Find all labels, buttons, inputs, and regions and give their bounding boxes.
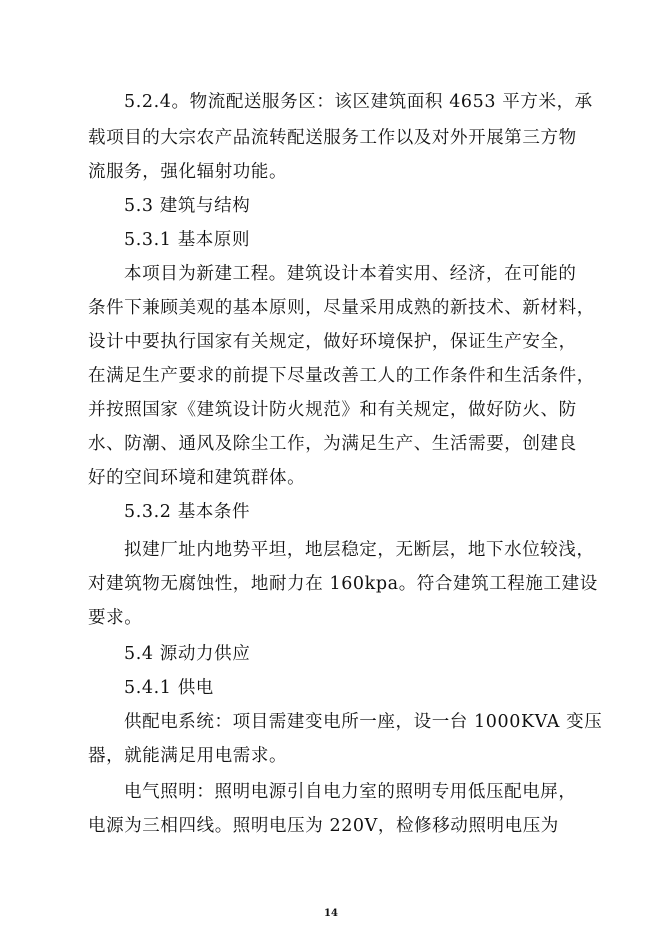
subsection-heading: 5.4.1 供电 xyxy=(124,678,214,698)
text-line: 并按照国家《建筑设计防火规范》和有关规定，做好防火、防 xyxy=(88,400,577,420)
text-line: 要求。 xyxy=(88,608,143,628)
text-line: 本项目为新建工程。建筑设计本着实用、经济，在可能的 xyxy=(124,264,577,284)
text-line: 载项目的大宗农产品流转配送服务工作以及对外开展第三方物 xyxy=(88,128,577,148)
section-heading: 5.3 建筑与结构 xyxy=(124,196,251,216)
text-line: 好的空间环境和建筑群体。 xyxy=(88,468,306,488)
text-line: 流服务，强化辐射功能。 xyxy=(88,162,288,182)
text-line: 在满足生产要求的前提下尽量改善工人的工作条件和生活条件， xyxy=(88,366,595,386)
text-line: 对建筑物无腐蚀性，地耐力在 160kpa。符合建筑工程施工建设 xyxy=(88,574,598,594)
text-line: 器，就能满足用电需求。 xyxy=(88,746,288,766)
subsection-heading: 5.3.2 基本条件 xyxy=(124,502,251,522)
text-line: 5.2.4。物流配送服务区：该区建筑面积 4653 平方米，承 xyxy=(124,92,593,112)
section-heading: 5.4 源动力供应 xyxy=(124,644,251,664)
text-line: 拟建厂址内地势平坦，地层稳定，无断层，地下水位较浅， xyxy=(124,540,595,560)
subsection-heading: 5.3.1 基本原则 xyxy=(124,230,251,250)
text-line: 电源为三相四线。照明电压为 220V，检修移动照明电压为 xyxy=(88,816,559,836)
text-line: 水、防潮、通风及除尘工作，为满足生产、生活需要，创建良 xyxy=(88,434,577,454)
text-line: 供配电系统：项目需建变电所一座，设一台 1000KVA 变压 xyxy=(124,712,603,732)
page-number: 14 xyxy=(324,908,338,919)
text-line: 条件下兼顾美观的基本原则，尽量采用成熟的新技术、新材料， xyxy=(88,298,595,318)
text-line: 电气照明：照明电源引自电力室的照明专用低压配电屏， xyxy=(124,782,577,802)
text-line: 设计中要执行国家有关规定，做好环境保护，保证生产安全， xyxy=(88,332,577,352)
